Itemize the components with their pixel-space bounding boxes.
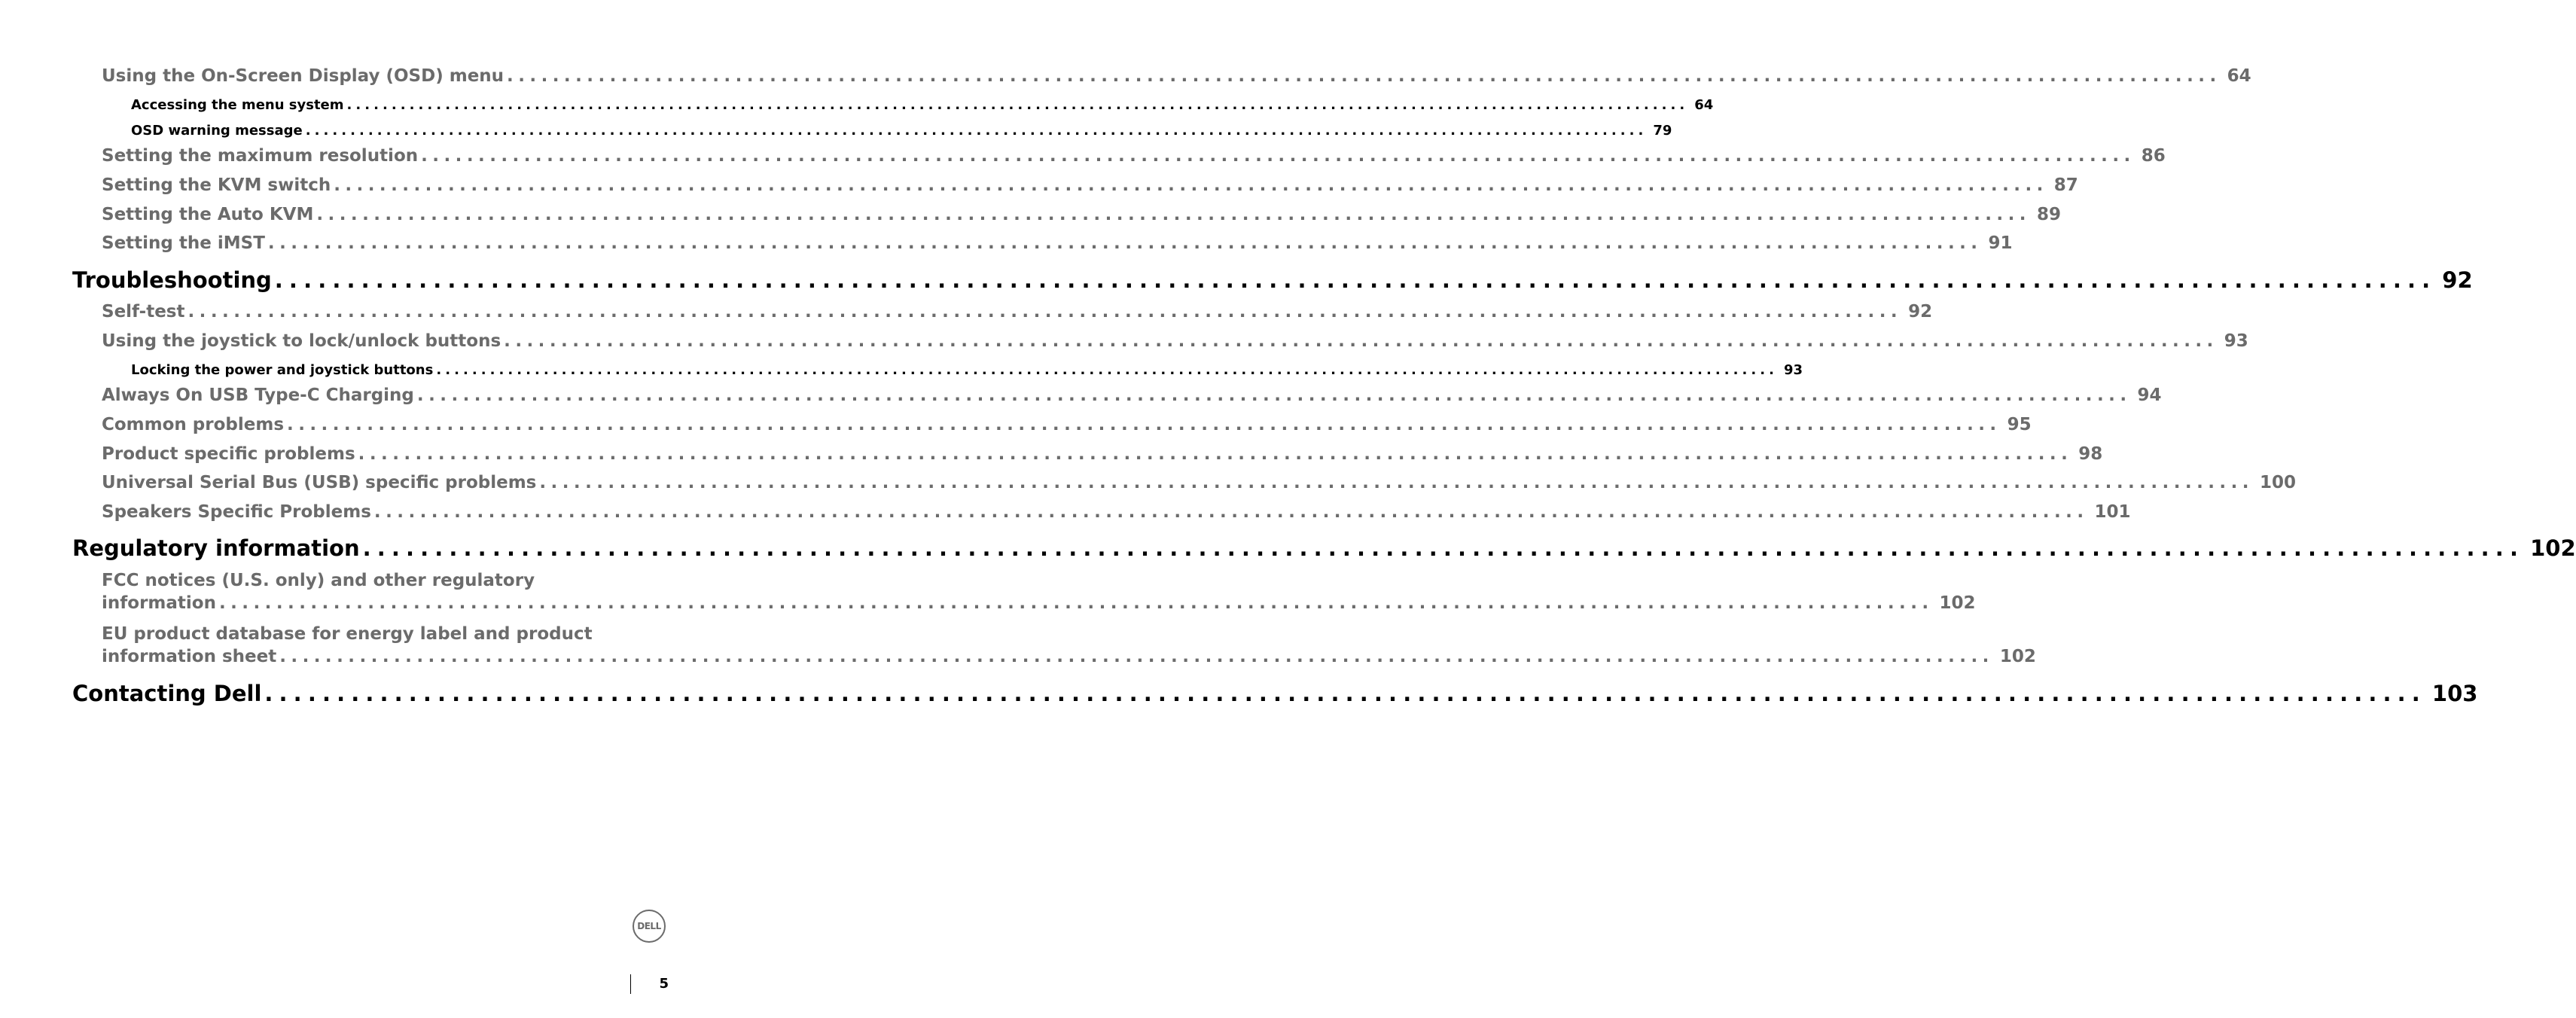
toc-entry[interactable]: [102, 571, 1976, 613]
footer-divider: [630, 974, 631, 994]
toc-leader-dots: ......................................................................................................................................................: [218, 593, 1934, 613]
toc-chapter-page: 102: [2530, 535, 2576, 561]
toc-leader-dots: ......................................................................................................................................................: [539, 473, 2254, 492]
toc-entry-page: 100: [2259, 473, 2296, 492]
toc-chapter-title: Regulatory information: [72, 535, 360, 561]
toc-entry[interactable]: [102, 66, 2251, 86]
toc-leader-dots: ......................................................................................................................................................: [287, 415, 2001, 434]
toc-leader-dots: ......................................................................................................................................................: [504, 331, 2218, 351]
toc-chapter[interactable]: [72, 681, 2478, 706]
toc-entry-page: 92: [1908, 302, 1933, 322]
toc-leader-dots: ......................................................................................................................................................: [279, 647, 1994, 666]
toc-entry[interactable]: [102, 473, 2296, 492]
toc-chapter-page: 103: [2431, 681, 2478, 706]
toc-entry-title: Using the On-Screen Display (OSD) menu: [102, 66, 505, 86]
toc-leader-dots: ......................................................................................................................................................: [316, 205, 2031, 224]
toc-entry[interactable]: [131, 123, 1672, 139]
toc-entry-page: 86: [2141, 146, 2166, 166]
toc-entry[interactable]: [102, 624, 2036, 666]
toc-entry[interactable]: [102, 146, 2166, 166]
toc-entry-title: Universal Serial Bus (USB) specific problems: [102, 473, 537, 492]
toc-entry[interactable]: [131, 97, 1714, 113]
toc-chapter-title: Troubleshooting: [72, 267, 272, 293]
toc-entry[interactable]: [131, 362, 1803, 378]
toc-leader-dots: ......................................................................................................................................................: [421, 146, 2135, 166]
dell-logo-text: DELL: [637, 921, 661, 931]
toc-entry-page: 102: [1999, 647, 2036, 666]
toc-entry-title: Setting the maximum resolution: [102, 146, 419, 166]
toc-entry-page: 94: [2137, 386, 2162, 405]
toc-leader-dots: ......................................................................................................................................................: [362, 535, 2525, 561]
toc-entry-page: 101: [2094, 502, 2131, 522]
toc-leader-dots: ......................................................................................................................................................: [358, 444, 2073, 464]
toc-entry-title: Accessing the menu system: [131, 97, 344, 113]
toc-entry-page: 91: [1988, 233, 2013, 253]
toc-entry-title-line1: EU product database for energy label and product: [102, 624, 593, 644]
toc-chapter[interactable]: [72, 267, 2473, 293]
toc-entry-title: Setting the KVM switch: [102, 175, 331, 195]
toc-entry-title: Using the joystick to lock/unlock buttons: [102, 331, 501, 351]
toc-entry-title-line1: FCC notices (U.S. only) and other regulatory: [102, 571, 535, 590]
toc-entry-title-line2: information sheet: [102, 647, 277, 666]
page-number: 5: [659, 976, 669, 992]
toc-entry[interactable]: [102, 415, 2032, 434]
dell-logo: [633, 910, 666, 943]
toc-leader-dots: ......................................................................................................................................................: [436, 362, 1779, 378]
toc-entry-title: Speakers Specific Problems: [102, 502, 371, 522]
toc-leader-dots: ......................................................................................................................................................: [373, 502, 2089, 522]
toc-entry-page: 89: [2036, 205, 2061, 224]
toc-chapter-page: 92: [2442, 267, 2473, 293]
toc-entry-page: 64: [1694, 97, 1714, 113]
toc-entry-page: 98: [2078, 444, 2103, 464]
toc-entry[interactable]: [102, 205, 2061, 224]
toc-leader-dots: ......................................................................................................................................................: [187, 302, 1903, 322]
toc-chapter-title: Contacting Dell: [72, 681, 262, 706]
toc-leader-dots: ......................................................................................................................................................: [346, 97, 1689, 113]
toc-entry-page: 87: [2053, 175, 2078, 195]
toc-entry-title: Common problems: [102, 415, 285, 434]
toc-chapter[interactable]: [72, 535, 2576, 561]
toc-entry-page: 93: [2224, 331, 2248, 351]
toc-leader-dots: ......................................................................................................................................................: [305, 123, 1648, 139]
toc-leader-dots: ......................................................................................................................................................: [334, 175, 2048, 195]
toc-entry[interactable]: [102, 386, 2162, 405]
toc-leader-dots: ......................................................................................................................................................: [507, 66, 2221, 86]
toc-entry-title: Setting the iMST: [102, 233, 265, 253]
toc-entry[interactable]: [102, 502, 2131, 522]
toc-leader-dots: ......................................................................................................................................................: [274, 267, 2437, 293]
toc-entry-page: 102: [1939, 593, 1976, 613]
toc-entry-title-line2: information: [102, 593, 216, 613]
toc-entry-title: Self-test: [102, 302, 185, 322]
toc-entry[interactable]: [102, 302, 1933, 322]
toc-entry[interactable]: [102, 444, 2103, 464]
toc-entry-title: Product specific problems: [102, 444, 355, 464]
toc-leader-dots: ......................................................................................................................................................: [264, 681, 2426, 706]
toc-entry-page: 95: [2007, 415, 2032, 434]
toc-entry-title: OSD warning message: [131, 123, 303, 139]
toc-entry-page: 93: [1784, 362, 1803, 378]
toc-entry[interactable]: [102, 331, 2248, 351]
toc-entry-page: 64: [2227, 66, 2251, 86]
toc-leader-dots: ......................................................................................................................................................: [267, 233, 1983, 253]
toc-entry[interactable]: [102, 233, 2013, 253]
toc-entry-title: Always On USB Type-C Charging: [102, 386, 414, 405]
toc-entry-page: 79: [1653, 123, 1672, 139]
toc-entry[interactable]: [102, 175, 2078, 195]
toc-entry-title: Setting the Auto KVM: [102, 205, 314, 224]
toc-entry-title: Locking the power and joystick buttons: [131, 362, 434, 378]
toc-leader-dots: ......................................................................................................................................................: [416, 386, 2132, 405]
